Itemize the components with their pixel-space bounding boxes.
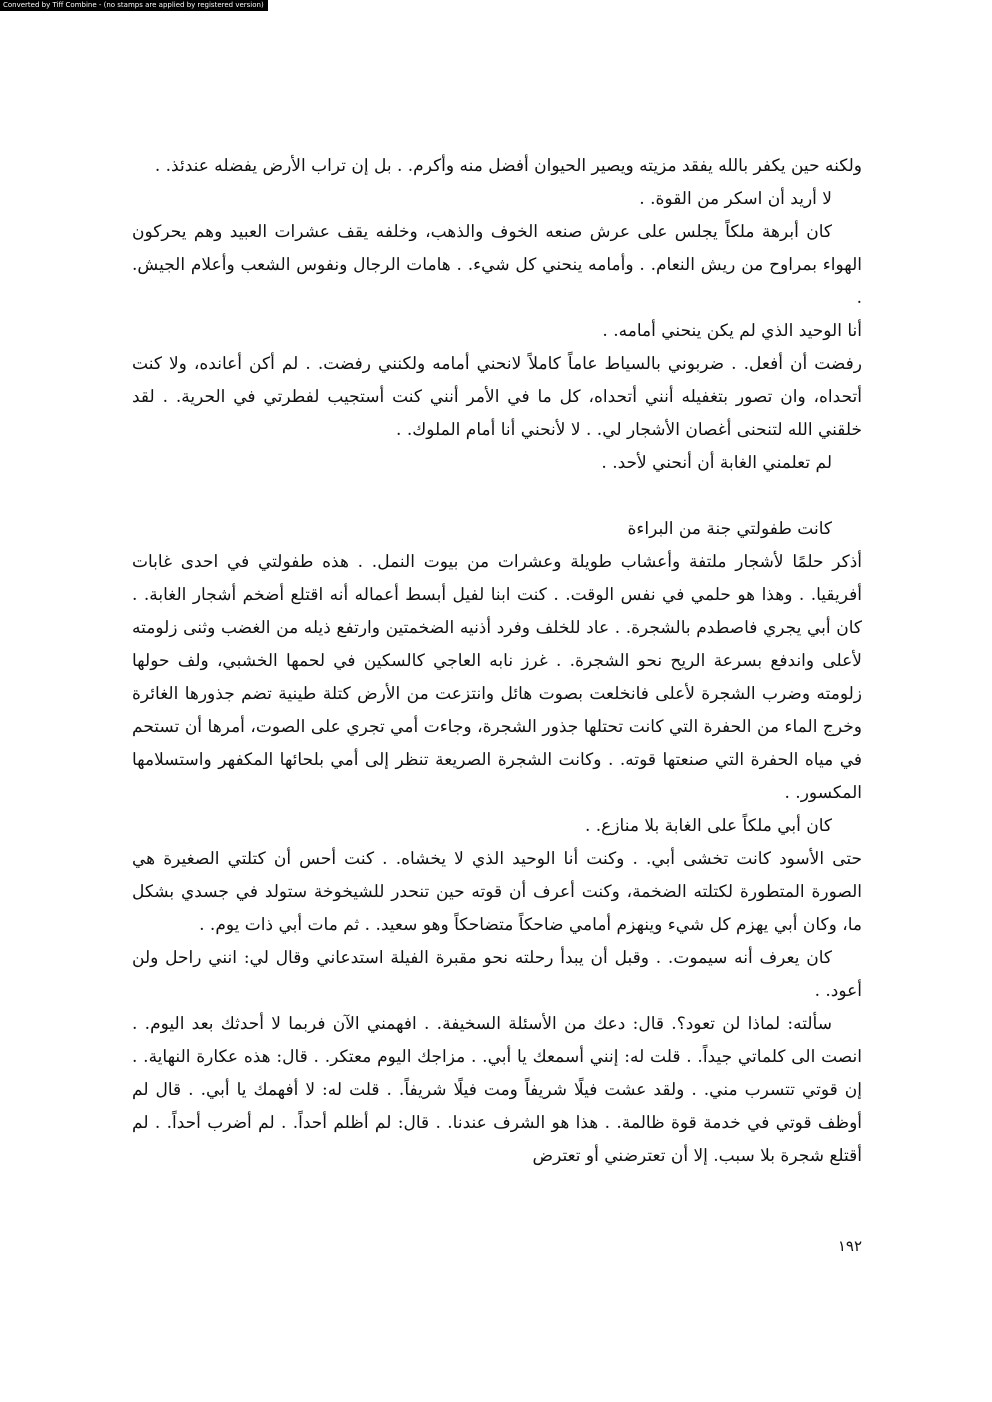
- paragraph: لم تعلمني الغابة أن أنحني لأحد. .: [601, 453, 832, 473]
- paragraph: سألته: لماذا لن تعود؟. قال: دعك من الأسئلة السخيفة. . افهمني الآن فربما لا أحدثك بعد اليوم. . انصت الى كلماتي جيداً. . قلت له: إنني أسمعك يا أبي. . مزاجك اليوم معتكر. . قال: هذه عكارة النهاية. . إن قوتي تتسرب مني. . ولقد عشت فيلًا شريفاً ومت فيلًا شريفاً. . قلت له: لا أفهمك يا أبي. . قال لم أوظف قوتي في خدمة قوة ظالمة. . هذا هو الشرف عندنا. . قال: لم أظلم أحداً. . لم أضرب أحداً. . لم أقتلع شجرة بلا سبب. إلا أن تعترضني أو تعترض: [132, 1014, 862, 1166]
- paragraph: أنا الوحيد الذي لم يكن ينحني أمامه. .: [602, 321, 862, 341]
- paragraph: أذكر حلمًا لأشجار ملتفة وأعشاب طويلة وعشرات من بيوت النمل. . هذه طفولتي في احدى غابات أفريقيا. . وهذا هو حلمي في نفس الوقت. . كنت ابنا لفيل أبسط أعماله أنه اقتلع أضخم أشجار الغابة. . كان أبي يجري فاصطدم بالشجرة. . عاد للخلف وفرد أذنيه الضخمتين وارتفع ذيله من الغضب وثنى زلومته لأعلى واندفع بسرعة الريح نحو الشجرة. . غرز نابه العاجي كالسكين في لحمها الخشبي، ولف حولها زلومته وضرب الشجرة لأعلى فانخلعت بصوت هائل وانتزعت من الأرض كتلة طينية تضم جذورها الغائرة وخرج الماء من الحفرة التي كانت تحتلها جذور الشجرة، وجاءت أمي تجري على الصوت، أمرها أن تستحم في مياه الحفرة التي صنعتها قوته. . وكانت الشجرة الصريعة تنظر إلى أمي بلحائها المكفهر واستسلامها المكسور. .: [132, 552, 862, 803]
- paragraph: كان أبي ملكاً على الغابة بلا منازع. .: [584, 816, 832, 836]
- page-number: ١٩٢: [837, 1237, 862, 1255]
- paragraph: رفضت أن أفعل. . ضربوني بالسياط عاماً كاملاً لانحني أمامه ولكنني رفضت. . لم أكن أعانده، ولا كنت أتحداه، وان تصور بتغفيله أنني أتحداه، كل ما في الأمر أنني كنت أستجيب لفطرتي في الحرية. . لقد خلقني الله لتنحنى أغصان الأشجار لي. . لا لأنحني أنا أمام الملوك. .: [132, 354, 862, 440]
- paragraph: لا أريد أن اسكر من القوة. .: [639, 189, 832, 209]
- paragraph: حتى الأسود كانت تخشى أبي. . وكنت أنا الوحيد الذي لا يخشاه. . كنت أحس أن كتلتي الصغيرة هي الصورة المتطورة لكتلته الضخمة، وكنت أعرف أن قوته حين تنحدر للشيخوخة ستولد في جسدي بشكل ما، وكان أبي يهزم كل شيء وينهزم أمامي ضاحكاً متضاحكاً وهو سعيد. . ثم مات أبي ذات يوم. .: [132, 849, 862, 935]
- paragraph: كان أبرهة ملكاً يجلس على عرش صنعه الخوف والذهب، وخلفه يقف عشرات العبيد وهم يحركون الهواء بمراوح من ريش النعام. . وأمامه ينحني كل شيء. . هامات الرجال ونفوس الشعب وأعلام الجيش. .: [132, 222, 862, 308]
- paragraph: كان يعرف أنه سيموت. . وقبل أن يبدأ رحلته نحو مقبرة الفيلة استدعاني وقال لي: انني راحل ولن أعود. .: [132, 948, 862, 1001]
- paragraph: ولكنه حين يكفر بالله يفقد مزيته ويصير الحيوان أفضل منه وأكرم. . بل إن تراب الأرض يفضله عندئذ. .: [154, 156, 862, 176]
- section-heading: كانت طفولتي جنة من البراءة: [627, 519, 832, 539]
- page-body: [132, 150, 862, 1173]
- conversion-banner: Converted by Tiff Combine - (no stamps are applied by registered version): [0, 0, 268, 11]
